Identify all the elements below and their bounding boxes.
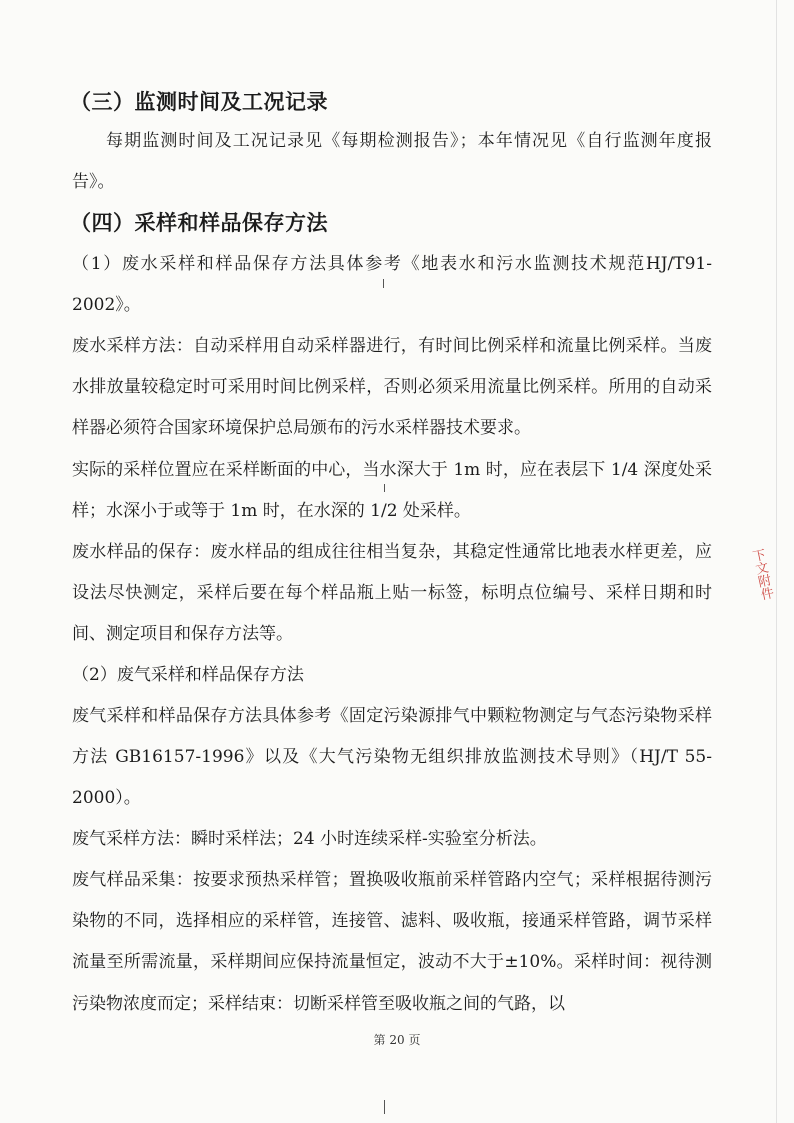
section-heading-monitoring-time: （三）监测时间及工况记录 [70, 90, 328, 114]
paragraph-gas-heading: （2）废气采样和样品保存方法 [72, 665, 304, 685]
scan-mark [383, 279, 384, 288]
paragraph-wastewater-reference: （1）废水采样和样品保存方法具体参考《地表水和污水监测技术规范HJ/T91-2002》。 [72, 254, 712, 316]
scan-mark [384, 1100, 385, 1114]
paragraph-gas-reference: 废气采样和样品保存方法具体参考《固定污染源排气中颗粒物测定与气态污染物采样方法 GB16157-1996》以及《大气污染物无组织排放监测技术导则》（HJ/T 55-2000）。 [72, 706, 712, 809]
paragraph-gas-method: 废气采样方法：瞬时采样法；24 小时连续采样-实验室分析法。 [72, 829, 547, 849]
page-number: 第 20 页 [373, 1033, 421, 1047]
paragraph-monitoring-records: 每期监测时间及工况记录见《每期检测报告》；本年情况见《自行监测年度报告》。 [72, 131, 712, 193]
handwritten-margin-note: 下文附件 [748, 547, 775, 602]
paragraph-sampling-position: 实际的采样位置应在采样断面的中心，当水深大于 1m 时，应在表层下 1/4 深度处采样；水深小于或等于 1m 时，在水深的 1/2 处采样。 [72, 460, 712, 522]
paragraph-wastewater-method: 废水采样方法：自动采样用自动采样器进行，有时间比例采样和流量比例采样。当废水排放量较稳定时可采用时间比例采样，否则必须采用流量比例采样。所用的自动采样器必须符合国家环境保护总局颁布的污水采样器技术要求。 [72, 336, 712, 439]
paragraph-wastewater-storage: 废水样品的保存：废水样品的组成往往相当复杂，其稳定性通常比地表水样更差，应设法尽快测定，采样后要在每个样品瓶上贴一标签，标明点位编号、采样日期和时间、测定项目和保存方法等。 [72, 542, 712, 645]
scan-edge-line [776, 0, 777, 1123]
scan-mark [384, 484, 385, 492]
paragraph-gas-collection: 废气样品采集：按要求预热采样管；置换吸收瓶前采样管路内空气；采样根据待测污染物的不同，选择相应的采样管，连接管、滤料、吸收瓶，接通采样管路，调节采样流量至所需流量，采样期间应保持流量恒定，波动不大于±10%。采样时间：视待测污染物浓度而定；采样结束：切断采样管至吸收瓶之间的气路，以 [72, 870, 712, 1014]
section-heading-sampling: （四）采样和样品保存方法 [70, 211, 328, 235]
